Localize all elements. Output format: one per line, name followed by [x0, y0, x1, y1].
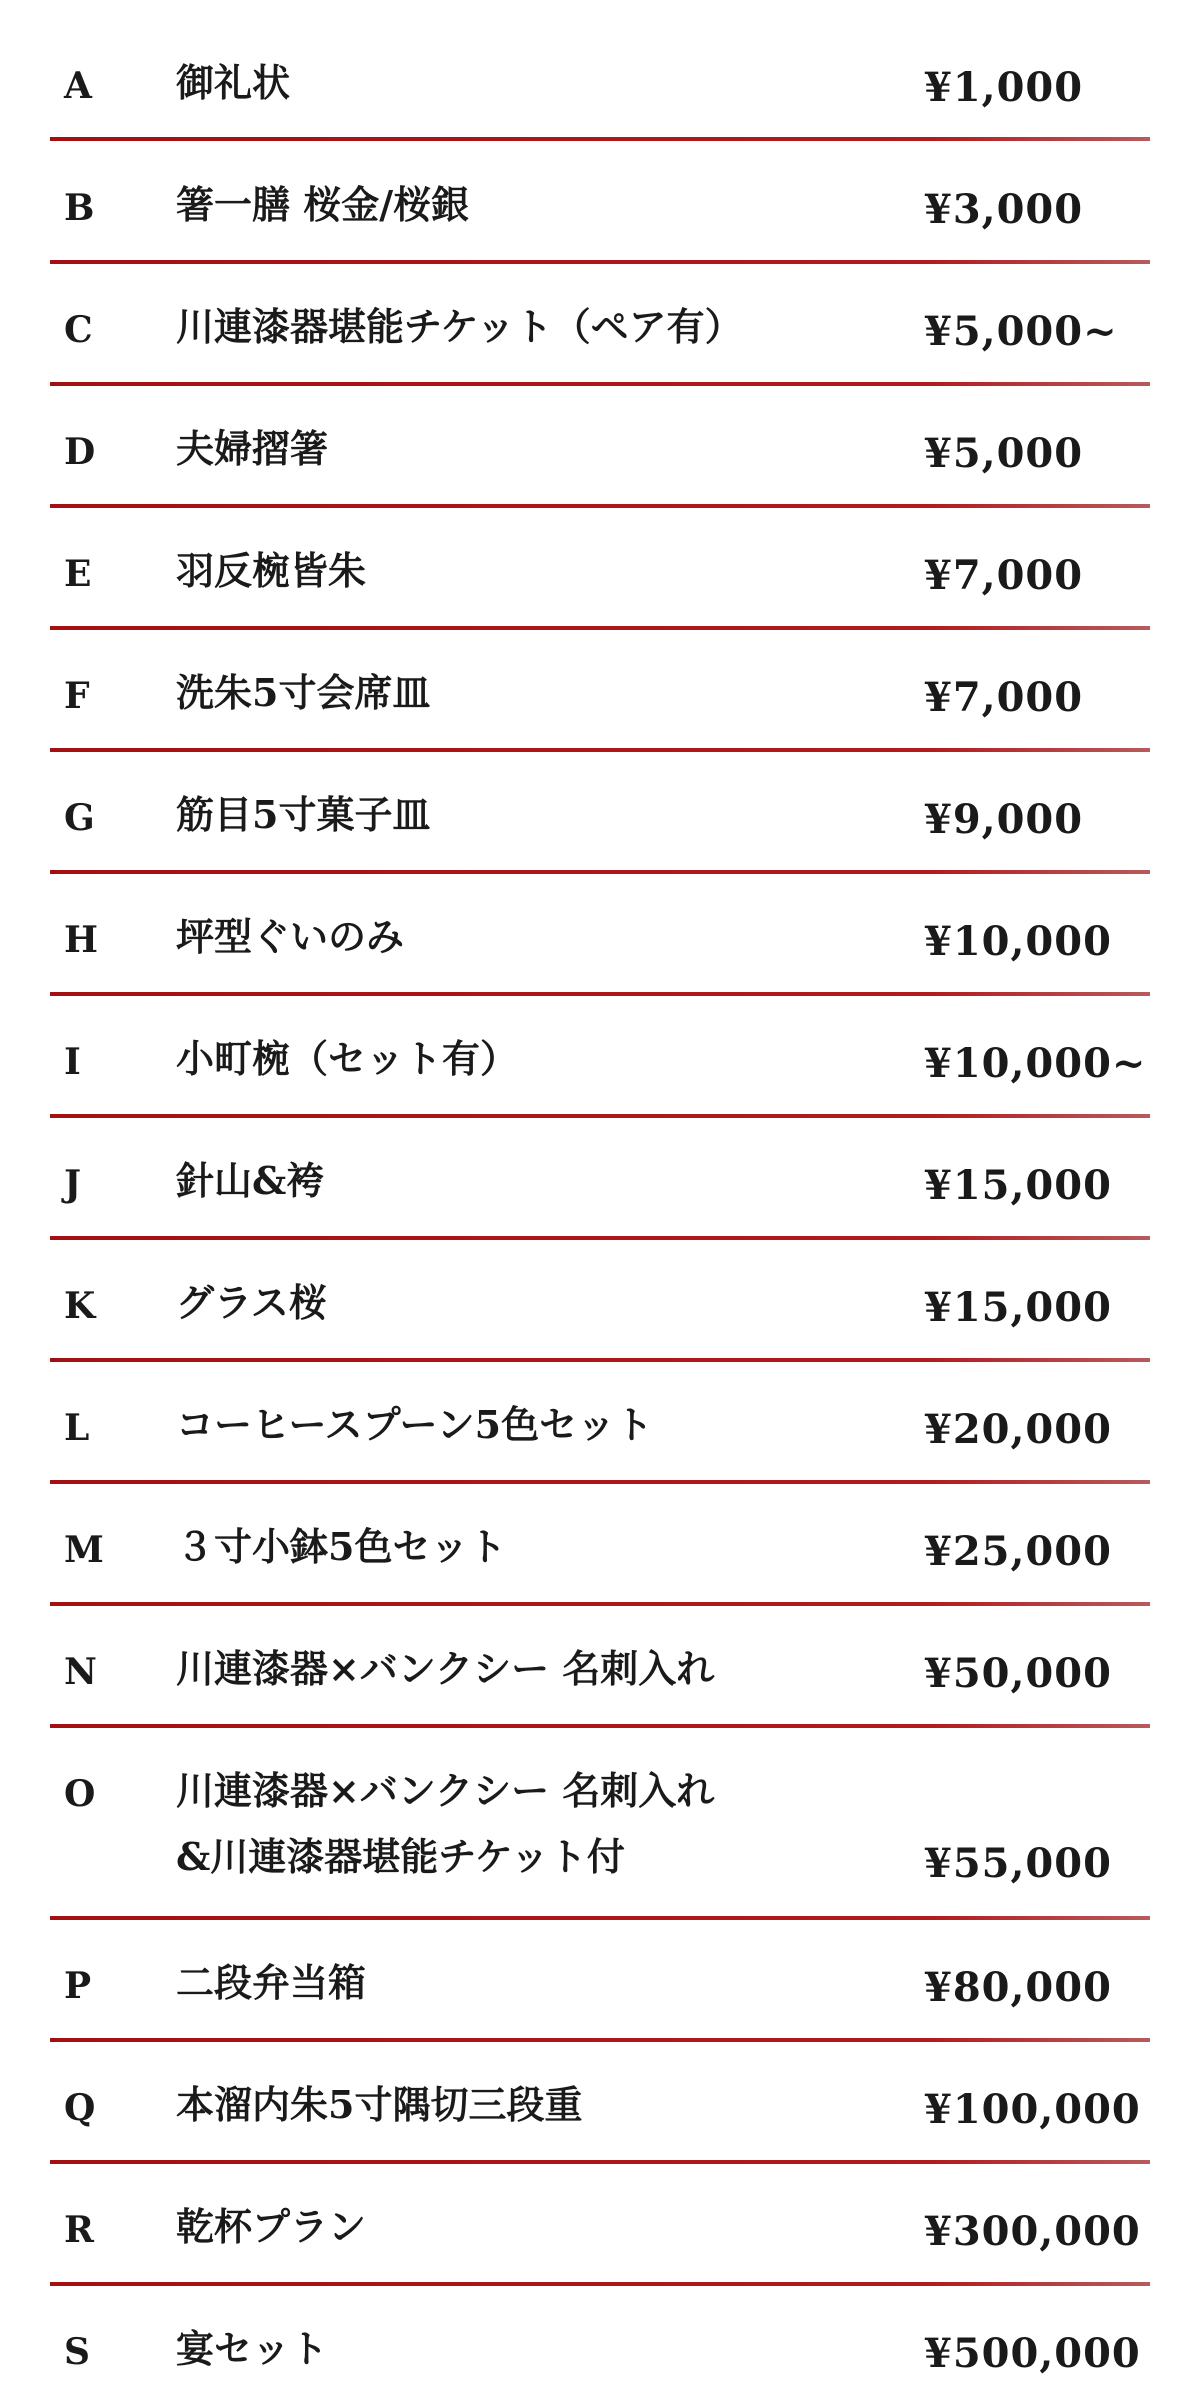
- item-name: 御礼状: [176, 60, 291, 105]
- item-price: ¥20,000: [924, 1406, 1112, 1453]
- list-item: [0, 1604, 1200, 1726]
- item-price: ¥7,000: [924, 552, 1084, 599]
- item-name: グラス桜: [176, 1280, 327, 1325]
- item-name: 箸一膳 桜金/桜銀: [176, 182, 470, 227]
- list-item: [0, 994, 1200, 1116]
- item-letter: P: [64, 1965, 92, 2007]
- item-price: ¥7,000: [924, 674, 1084, 721]
- item-name-line2: &川連漆器堪能チケット付: [176, 1834, 625, 1879]
- item-name: 坪型ぐいのみ: [176, 914, 405, 959]
- item-price: ¥55,000: [924, 1840, 1112, 1887]
- item-letter: E: [64, 553, 92, 595]
- list-item: [0, 2284, 1200, 2406]
- item-letter: C: [64, 309, 93, 351]
- item-price: ¥3,000: [924, 186, 1084, 233]
- list-item: [0, 506, 1200, 628]
- item-price: ¥100,000: [924, 2086, 1141, 2133]
- item-name: 小町椀（セット有）: [176, 1036, 519, 1081]
- item-price: ¥500,000: [924, 2330, 1141, 2377]
- item-letter: H: [64, 919, 99, 961]
- item-price: ¥1,000: [924, 64, 1084, 111]
- list-item: [0, 2162, 1200, 2284]
- item-price: ¥15,000: [924, 1284, 1112, 1331]
- list-item: [0, 1360, 1200, 1482]
- item-letter: S: [64, 2331, 90, 2373]
- item-letter: O: [64, 1773, 96, 1815]
- list-item: [0, 0, 1200, 140]
- item-letter: M: [64, 1529, 104, 1571]
- list-item: [0, 1726, 1200, 1918]
- item-letter: L: [64, 1407, 90, 1449]
- item-letter: K: [64, 1285, 96, 1327]
- list-item: [0, 140, 1200, 262]
- item-name: ３寸小鉢5色セット: [176, 1524, 507, 1569]
- item-price: ¥10,000: [924, 918, 1112, 965]
- item-name: 川連漆器堪能チケット（ペア有）: [176, 304, 743, 349]
- item-name: 筋目5寸菓子皿: [176, 792, 431, 837]
- item-name: 宴セット: [176, 2326, 329, 2371]
- item-letter: R: [64, 2209, 94, 2251]
- item-name: コーヒースプーン5色セット: [176, 1402, 654, 1447]
- list-item: [0, 262, 1200, 384]
- item-name: 二段弁当箱: [176, 1960, 367, 2005]
- list-item: [0, 628, 1200, 750]
- item-name: 川連漆器×バンクシー 名刺入れ: [176, 1646, 715, 1691]
- item-name: 本溜内朱5寸隅切三段重: [176, 2082, 583, 2127]
- item-price: ¥10,000~: [924, 1040, 1147, 1087]
- item-letter: Q: [64, 2087, 96, 2129]
- item-price: ¥50,000: [924, 1650, 1112, 1697]
- item-letter: I: [64, 1041, 81, 1083]
- list-item: [0, 384, 1200, 506]
- item-price: ¥5,000: [924, 430, 1084, 477]
- item-letter: A: [64, 65, 92, 107]
- item-price: ¥25,000: [924, 1528, 1112, 1575]
- item-name: [176, 1768, 896, 1879]
- item-price: ¥300,000: [924, 2208, 1141, 2255]
- item-price: ¥80,000: [924, 1964, 1112, 2011]
- item-price: ¥15,000: [924, 1162, 1112, 1209]
- list-item: [0, 1482, 1200, 1604]
- item-letter: F: [64, 675, 90, 717]
- item-letter: B: [64, 187, 95, 229]
- list-item: [0, 1918, 1200, 2040]
- item-letter: N: [64, 1651, 97, 1693]
- item-letter: J: [64, 1163, 82, 1205]
- list-item: [0, 1238, 1200, 1360]
- list-item: [0, 872, 1200, 994]
- item-name: 羽反椀皆朱: [176, 548, 367, 593]
- item-price: ¥9,000: [924, 796, 1084, 843]
- item-price: ¥5,000~: [924, 308, 1118, 355]
- item-letter: G: [64, 797, 95, 839]
- list-item: [0, 750, 1200, 872]
- list-item: [0, 2040, 1200, 2162]
- item-name: 夫婦摺箸: [176, 426, 329, 471]
- item-name-line1: 川連漆器×バンクシー 名刺入れ: [176, 1768, 715, 1813]
- item-letter: D: [64, 431, 96, 473]
- item-name: 洗朱5寸会席皿: [176, 670, 431, 715]
- list-item: [0, 1116, 1200, 1238]
- item-name: 針山&袴: [176, 1158, 325, 1203]
- item-name: 乾杯プラン: [176, 2204, 367, 2249]
